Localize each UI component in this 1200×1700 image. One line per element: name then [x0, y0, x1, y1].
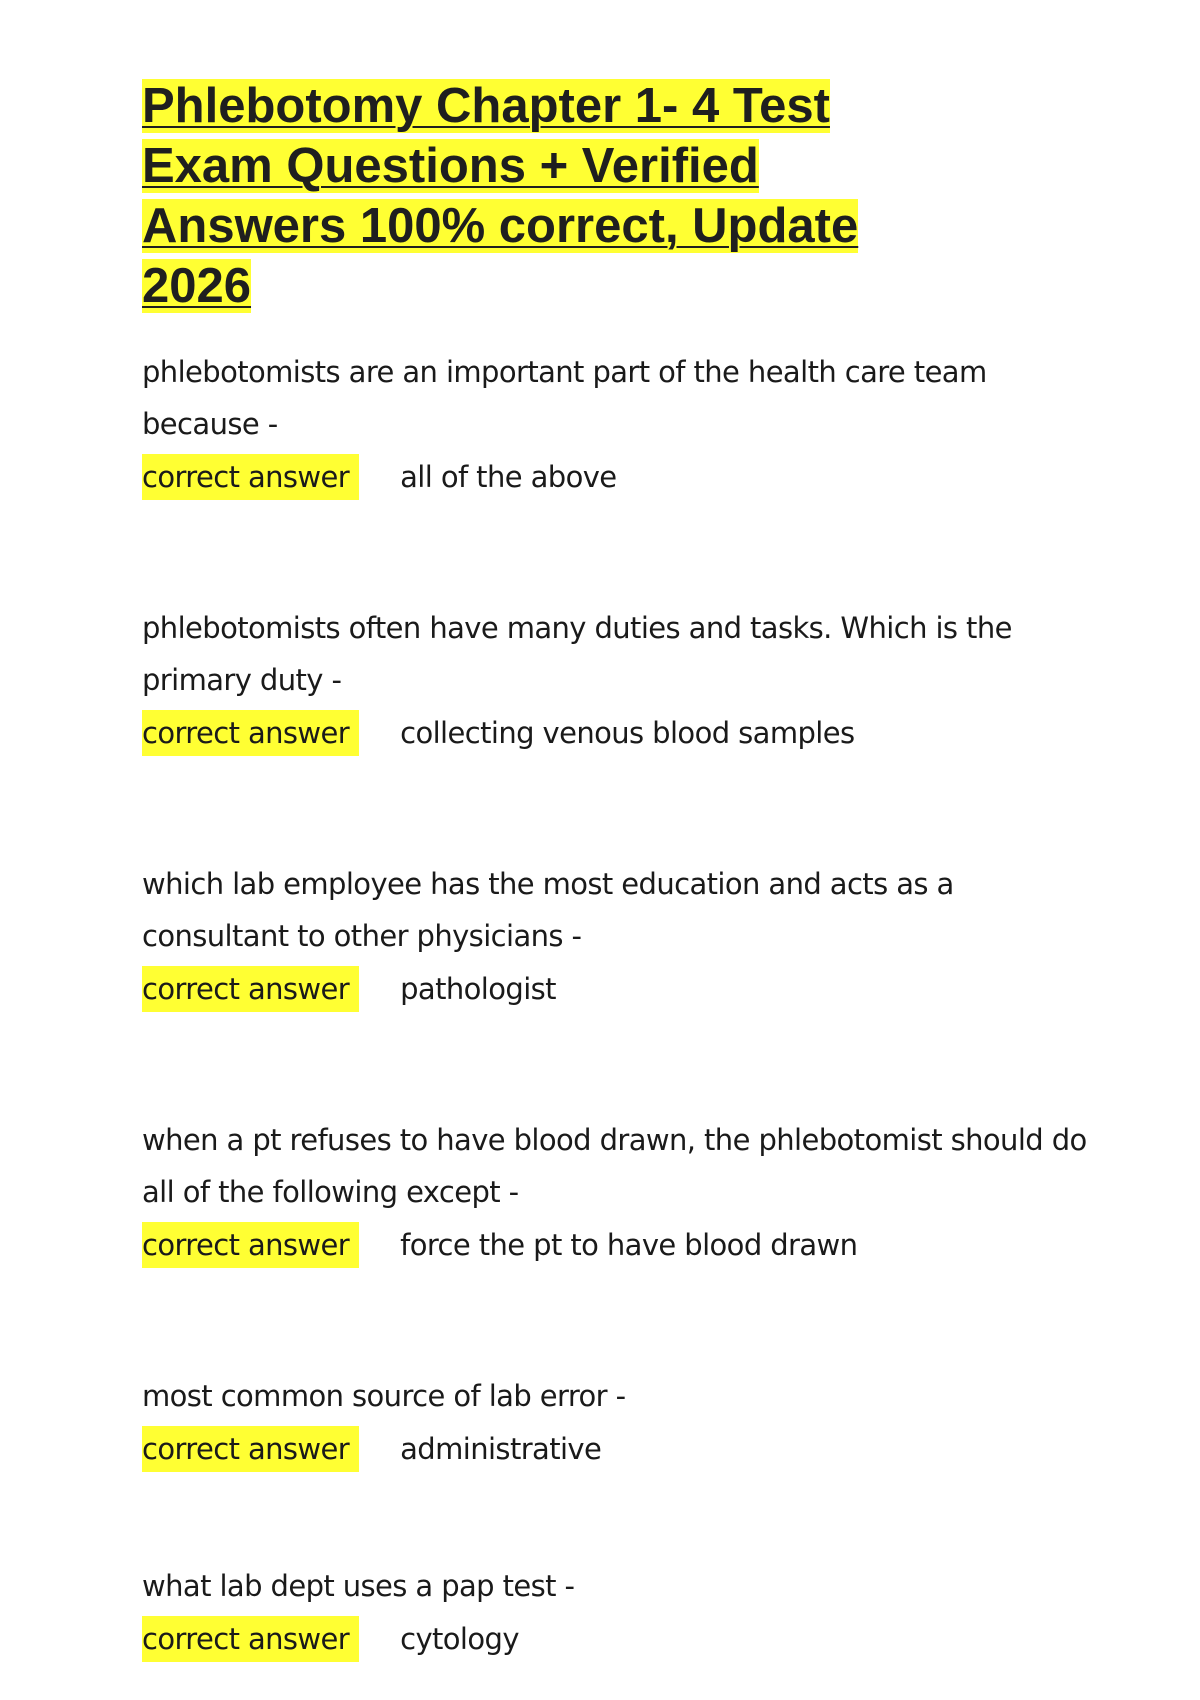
correct-answer-label: correct answer: [142, 454, 359, 500]
document-title-text: Phlebotomy Chapter 1- 4 Test Exam Questions + Verified Answers 100% correct, Update 2026: [142, 79, 859, 313]
correct-answer-label: correct answer: [142, 1426, 359, 1472]
qa-item: [142, 1370, 1082, 1472]
question-text: when a pt refuses to have blood drawn, the phlebotomist should do all of the following except -: [142, 1123, 1087, 1209]
question-text: phlebotomists are an important part of the health care team because -: [142, 355, 987, 441]
answer-text: pathologist: [400, 972, 556, 1006]
correct-answer-label: correct answer: [142, 1222, 359, 1268]
answer-row: [142, 1616, 1082, 1662]
answer-row: [142, 454, 1082, 500]
answer-text: administrative: [400, 1432, 602, 1466]
qa-item: [142, 1114, 1087, 1268]
answer-row: [142, 966, 1082, 1012]
answer-row: [142, 1222, 1082, 1268]
answer-text: collecting venous blood samples: [400, 716, 855, 750]
correct-answer-label: correct answer: [142, 966, 359, 1012]
qa-item: [142, 858, 1082, 1012]
answer-row: [142, 1426, 1082, 1472]
question-text: phlebotomists often have many duties and tasks. Which is the primary duty -: [142, 611, 1012, 697]
qa-item: [142, 346, 1082, 500]
question-text: which lab employee has the most education and acts as a consultant to other physicians -: [142, 867, 954, 953]
document-title: [142, 76, 972, 316]
correct-answer-label: correct answer: [142, 1616, 359, 1662]
qa-item: [142, 1560, 1082, 1662]
answer-row: [142, 710, 1082, 756]
answer-text: all of the above: [400, 460, 617, 494]
question-text: most common source of lab error -: [142, 1379, 626, 1413]
answer-text: force the pt to have blood drawn: [400, 1228, 858, 1262]
question-text: what lab dept uses a pap test -: [142, 1569, 575, 1603]
qa-list: [142, 346, 1087, 1662]
answer-text: cytology: [400, 1622, 519, 1656]
qa-item: [142, 602, 1082, 756]
document-page: [142, 76, 1087, 1662]
correct-answer-label: correct answer: [142, 710, 359, 756]
